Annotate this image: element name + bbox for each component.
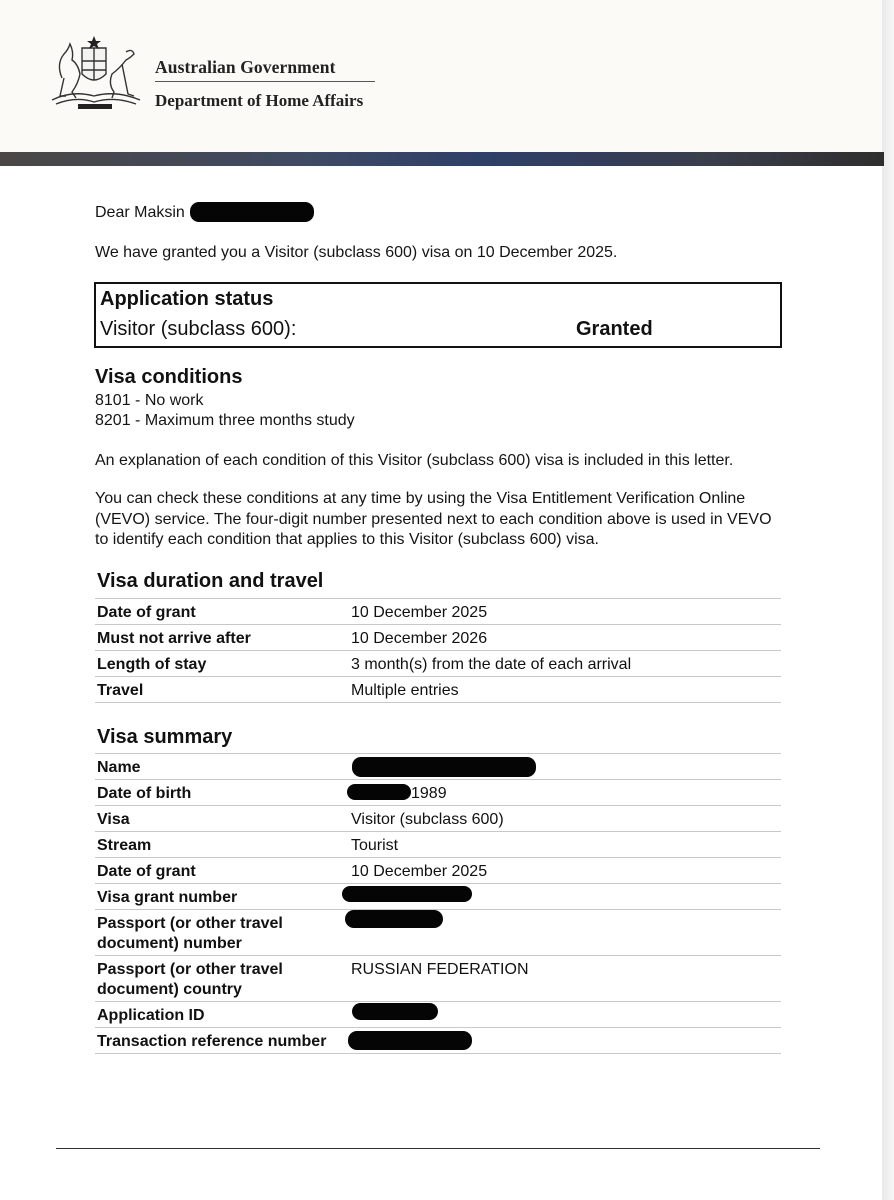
row-label: Passport (or other travel document) country	[97, 961, 283, 998]
table-row	[95, 831, 781, 857]
condition-8101: 8101 - No work	[95, 392, 204, 409]
row-label: Date of birth	[97, 785, 192, 802]
row-value: 10 December 2025	[351, 863, 488, 880]
application-status-value: Granted	[576, 318, 653, 340]
row-value: 10 December 2025	[351, 604, 488, 621]
department-name: Department of Home Affairs	[155, 91, 364, 110]
application-status-title: Application status	[100, 288, 274, 310]
table-row	[95, 955, 781, 1001]
table-row	[95, 624, 781, 650]
redaction-birth-date	[347, 784, 411, 800]
row-label: Visa grant number	[97, 889, 238, 906]
duration-travel-table	[95, 598, 781, 703]
header-band	[0, 152, 884, 166]
row-value: Visitor (subclass 600)	[351, 811, 504, 828]
row-label: Travel	[97, 682, 144, 699]
visa-conditions-heading: Visa conditions	[95, 366, 243, 388]
redaction-grant-number	[342, 886, 472, 902]
row-value: Multiple entries	[351, 682, 459, 699]
row-label: Application ID	[97, 1007, 205, 1024]
table-row	[95, 598, 781, 624]
redaction-application-id	[352, 1003, 438, 1020]
page-edge-shadow	[882, 0, 894, 1200]
row-label: Visa	[97, 811, 130, 828]
redaction-transaction-reference	[348, 1031, 472, 1050]
salutation: Dear Maksin	[95, 204, 185, 221]
row-value: Tourist	[351, 837, 399, 854]
condition-8201: 8201 - Maximum three months study	[95, 412, 355, 429]
grant-sentence: We have granted you a Visitor (subclass 600) visa on 10 December 2025.	[95, 244, 618, 261]
conditions-explanation: An explanation of each condition of this Visitor (subclass 600) visa is included in this letter.	[95, 452, 734, 469]
row-value: RUSSIAN FEDERATION	[351, 961, 529, 978]
government-name: Australian Government	[155, 57, 336, 77]
vevo-note: You can check these conditions at any time by using the Visa Entitlement Verification Online (VEVO) service. The four-digit number presented next to each condition above is used in VEVO to identify each condition that applies to this Visitor (subclass 600) visa.	[95, 490, 772, 548]
table-row	[95, 676, 781, 703]
row-label: Stream	[97, 837, 152, 854]
row-value: 1989	[411, 785, 447, 802]
row-label: Date of grant	[97, 863, 196, 880]
row-label: Transaction reference number	[97, 1033, 327, 1050]
table-row	[95, 805, 781, 831]
visa-summary-heading: Visa summary	[97, 726, 233, 748]
application-status-box	[94, 282, 782, 348]
redaction-name-value	[352, 757, 536, 777]
redaction-name	[190, 202, 314, 222]
application-status-label: Visitor (subclass 600):	[100, 318, 297, 340]
table-row	[95, 857, 781, 883]
row-label: Length of stay	[97, 656, 207, 673]
row-label: Passport (or other travel document) number	[97, 915, 283, 952]
row-label: Name	[97, 759, 141, 776]
row-value: 3 month(s) from the date of each arrival	[351, 656, 632, 673]
redaction-passport-number	[345, 910, 443, 928]
header-divider	[155, 81, 375, 82]
visa-summary-table	[95, 753, 781, 1054]
table-row	[95, 1001, 781, 1027]
table-row	[95, 779, 781, 805]
duration-travel-heading: Visa duration and travel	[97, 570, 324, 592]
table-row	[95, 650, 781, 676]
row-label: Must not arrive after	[97, 630, 251, 647]
footer-divider	[56, 1148, 820, 1149]
row-label: Date of grant	[97, 604, 196, 621]
coat-of-arms-icon	[42, 34, 150, 112]
row-value: 10 December 2026	[351, 630, 488, 647]
